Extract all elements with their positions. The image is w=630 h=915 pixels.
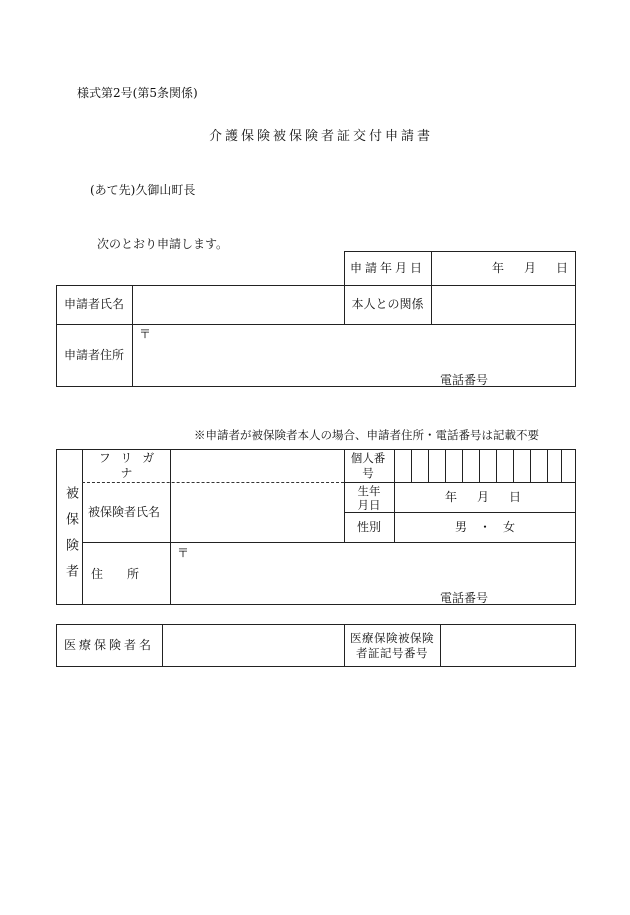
sex-label: 性別 xyxy=(356,520,381,534)
relation-field[interactable] xyxy=(432,286,575,323)
form-title: 介護保険被保険者証交付申請書 xyxy=(209,129,434,144)
application-date-value[interactable]: 年 月 日 xyxy=(491,261,572,275)
birth-label: 生年月日 xyxy=(357,483,381,512)
sex-options[interactable]: 男 ・ 女 xyxy=(454,520,515,534)
insured-name-field[interactable] xyxy=(171,483,343,541)
furigana-label: フリガナ xyxy=(98,450,165,480)
insured-address-field[interactable] xyxy=(171,543,575,604)
applicant-address-label: 申請者住所 xyxy=(63,348,124,362)
insured-name-label: 被保険者氏名 xyxy=(88,505,161,519)
medical-insurer-field[interactable] xyxy=(163,625,343,666)
application-date-label: 申請年月日 xyxy=(349,261,425,275)
applicant-address-field[interactable] xyxy=(133,325,575,386)
insured-phone-label: 電話番号 xyxy=(440,591,489,605)
form-number: 様式第2号(第5条関係) xyxy=(77,86,198,100)
medical-cert-label: 医療保険被保険者証記号番号 xyxy=(350,630,434,660)
insured-group-label: 被保険者 xyxy=(63,486,78,590)
applicant-phone-label: 電話番号 xyxy=(440,373,489,387)
birth-value[interactable]: 年 月 日 xyxy=(444,490,525,504)
personal-number-label: 個人番号 xyxy=(350,451,386,480)
medical-insurer-label: 医療保険者名 xyxy=(63,638,154,652)
personal-number-field[interactable] xyxy=(395,450,575,481)
medical-cert-field[interactable] xyxy=(441,625,575,666)
applicant-name-field[interactable] xyxy=(133,286,343,323)
relation-label: 本人との関係 xyxy=(351,297,424,311)
applicant-name-label: 申請者氏名 xyxy=(63,297,124,311)
addressee: (あて先)久御山町長 xyxy=(90,183,196,197)
insured-postal-mark: 〒 xyxy=(177,546,190,560)
note-text: ※申請者が被保険者本人の場合、申請者住所・電話番号は記載不要 xyxy=(194,428,539,442)
insured-address-label: 住 所 xyxy=(91,566,140,581)
intro-text: 次のとおり申請します。 xyxy=(97,237,229,251)
furigana-field[interactable] xyxy=(171,450,343,481)
applicant-postal-mark: 〒 xyxy=(139,327,152,341)
